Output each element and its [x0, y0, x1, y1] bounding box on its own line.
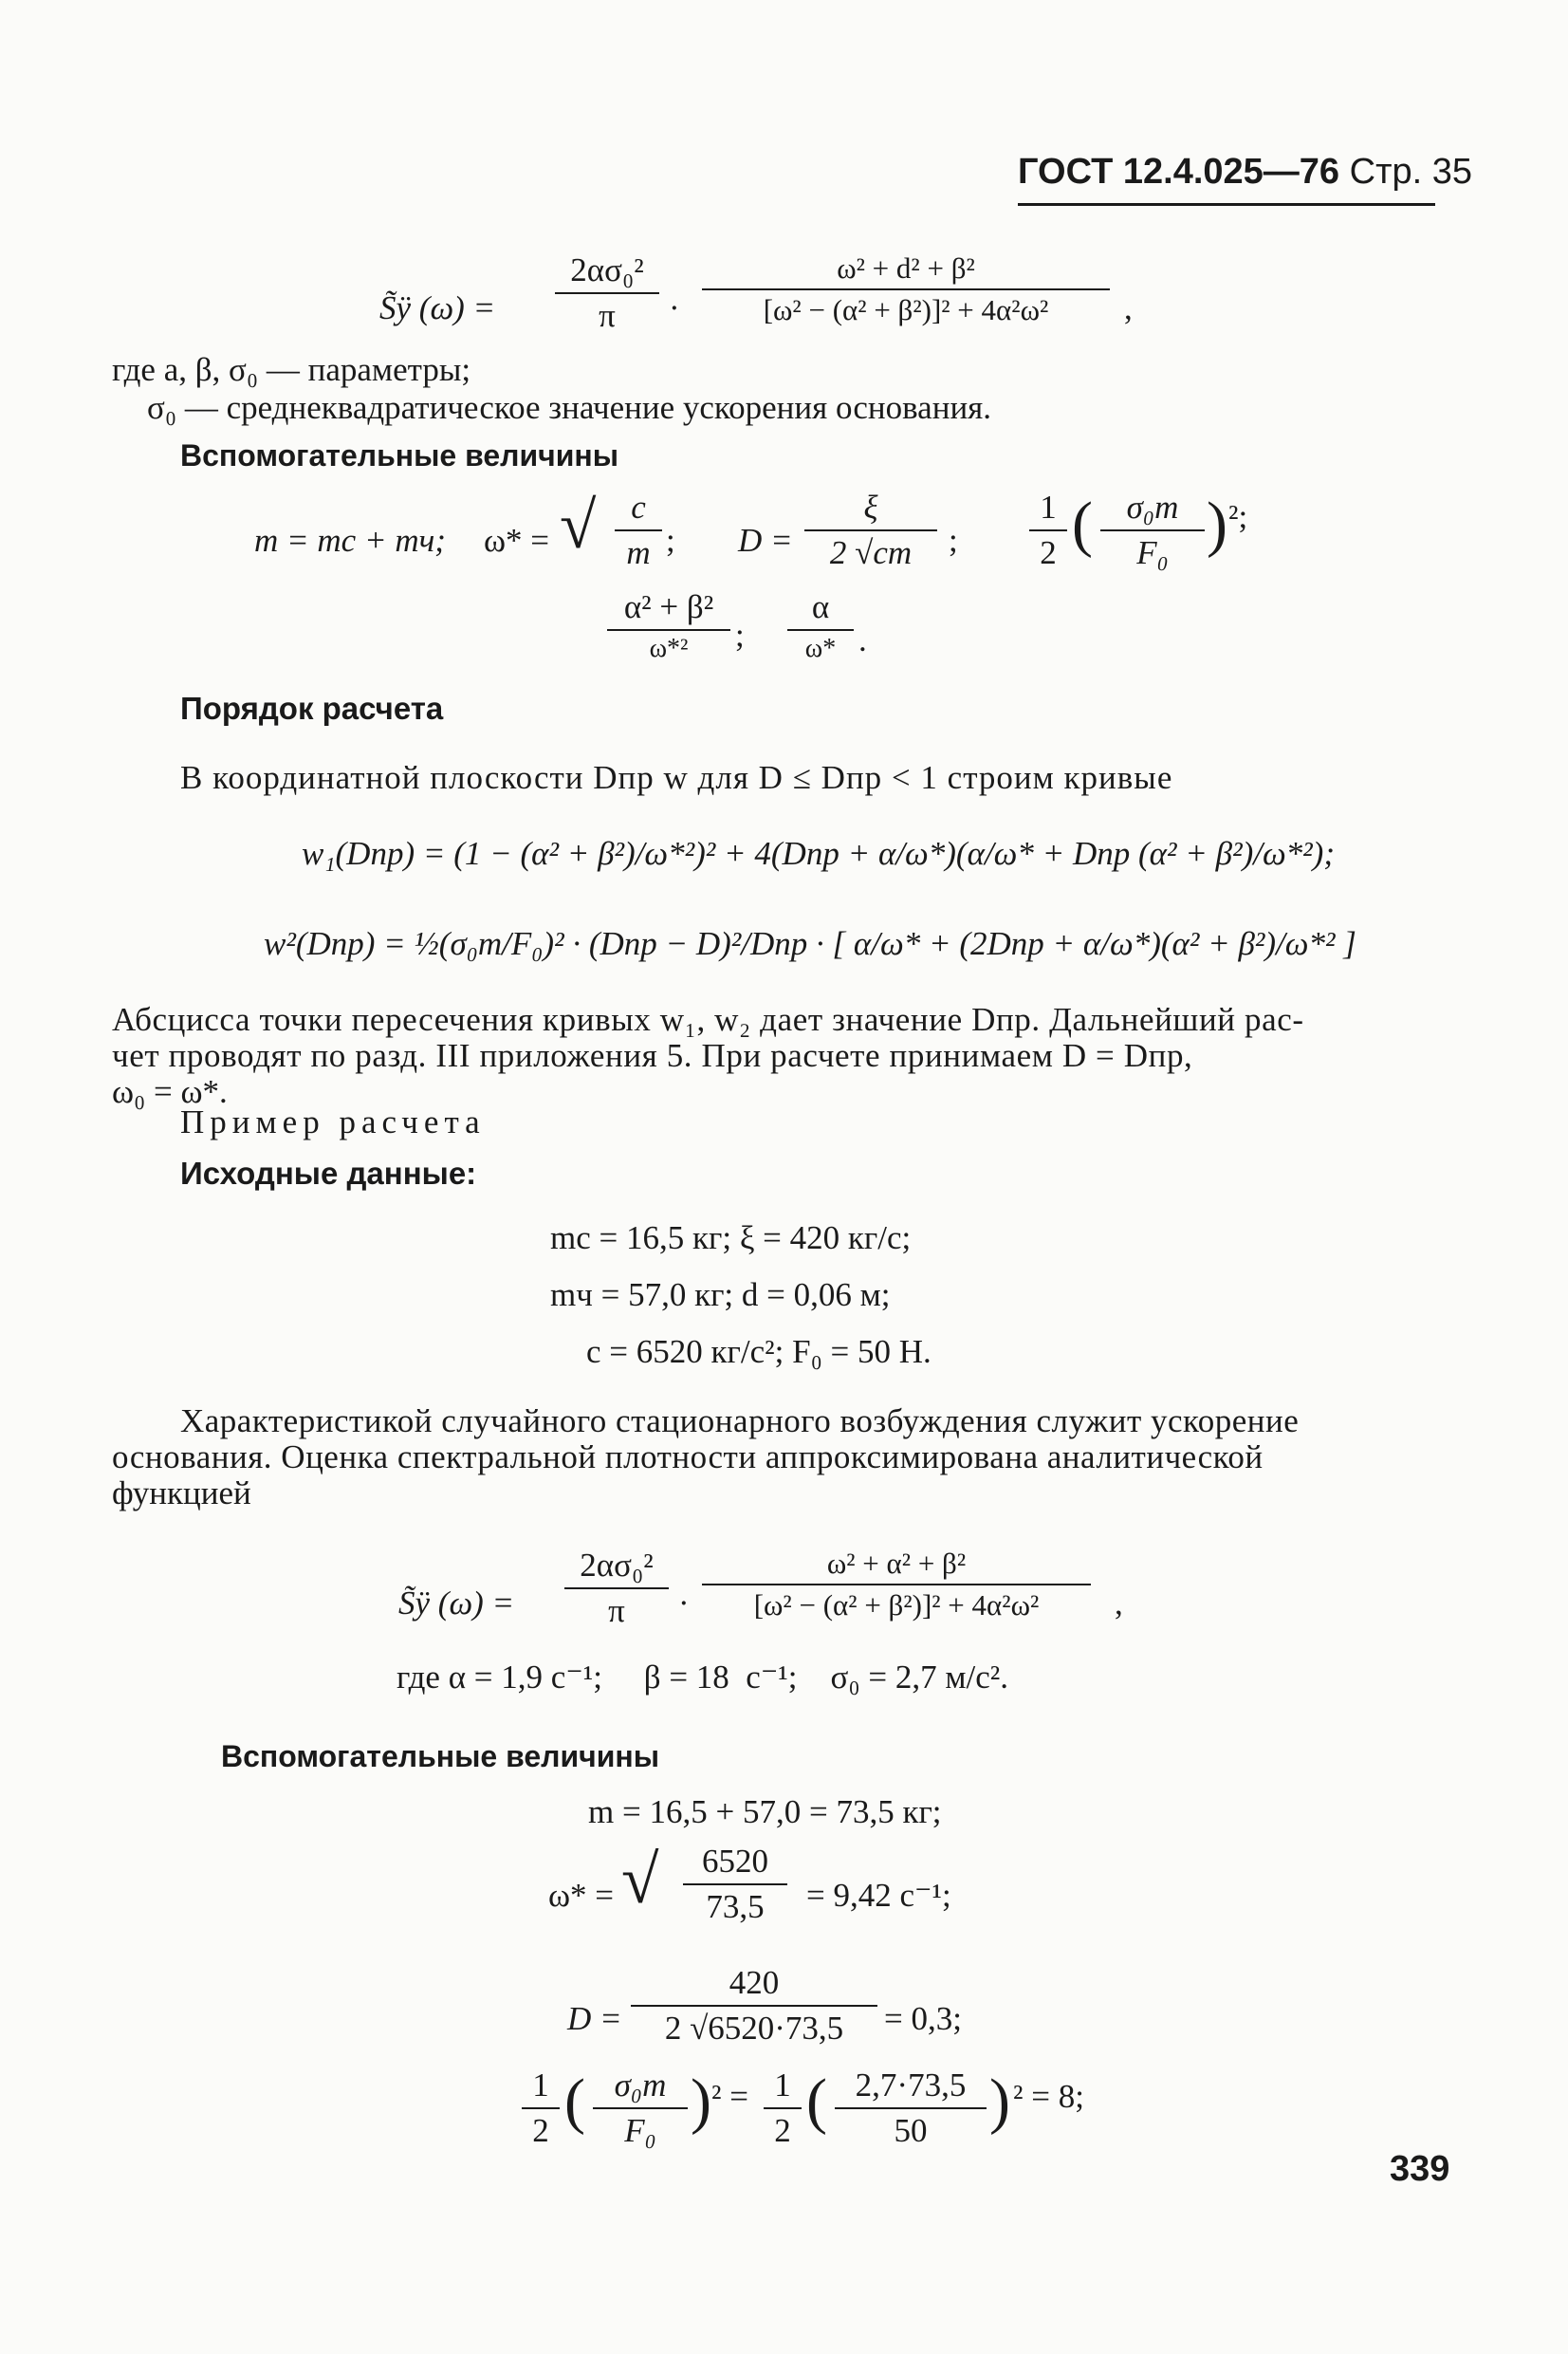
w1-formula: w₁(Dпр) = (1 − (α² + β²)/ω*²)² + 4(Dпр + α/ω*)(α/ω* + Dпр (α² + β²)/ω*²);: [302, 835, 1335, 872]
D-calc-num: 420: [729, 1964, 780, 2001]
ab-tail: ;: [735, 617, 745, 654]
sqrt-sign: √: [560, 490, 597, 563]
half-calc-fraction: [522, 2067, 560, 2150]
left-paren: (: [564, 2067, 585, 2136]
a-den: ω*: [804, 634, 837, 663]
a-num: α: [811, 588, 830, 625]
formula2-fraction-2: [702, 1547, 1091, 1622]
aux-heading-2: Вспомогательные величины: [221, 1739, 660, 1773]
fraction-bar: [702, 288, 1110, 290]
fraction-bar: [607, 629, 730, 631]
D-den: 2 √cm: [829, 534, 913, 571]
input-line-2: mч = 57,0 кг; d = 0,06 м;: [550, 1276, 891, 1313]
fraction-bar: [593, 2107, 688, 2109]
a-tail: .: [858, 621, 867, 658]
excitation-line-2: основания. Оценка спектральной плотности аппроксимирована аналитической: [112, 1438, 1264, 1475]
fraction-bar: [1029, 529, 1067, 531]
right-paren: ): [1207, 490, 1227, 559]
sigma-den: F₀: [1136, 534, 1169, 571]
fraction-bar: [555, 292, 659, 294]
procedure-heading: Порядок расчета: [180, 691, 444, 726]
omega-calc-fraction: [683, 1843, 787, 1926]
aux-heading-1: Вспомогательные величины: [180, 438, 619, 473]
formula1-fraction-1: [555, 251, 659, 335]
formula1-dot: ·: [669, 289, 680, 326]
sigma-calc-fraction: [593, 2067, 688, 2150]
sigma-num: σ₀m: [1126, 489, 1179, 526]
fraction-bar: [835, 2107, 987, 2109]
formula2-lhs: S̃ÿ (ω) =: [398, 1585, 515, 1622]
sigma-calc-den: F₀: [624, 2112, 656, 2149]
sigma-calc-result: ² = 8;: [1013, 2078, 1084, 2115]
formula1-lhs: S̃ÿ (ω) =: [379, 289, 496, 326]
half2-calc-num: 1: [774, 2067, 791, 2104]
a-fraction: [787, 588, 854, 664]
f2-numerator: ω² + d² + β²: [837, 251, 975, 285]
D-tail: ;: [949, 522, 958, 559]
ab-num: α² + β²: [623, 588, 714, 625]
excitation-line-3: функцией: [112, 1474, 251, 1511]
D-calc-fraction: [631, 1964, 877, 2048]
f1-denominator: π: [608, 1592, 625, 1629]
f1-denominator: π: [599, 297, 616, 334]
ab-den: ω*²: [649, 634, 689, 663]
omega-den: m: [626, 534, 651, 571]
fraction-bar: [702, 1584, 1091, 1585]
half-calc-den: 2: [532, 2112, 549, 2149]
fraction-bar: [1100, 529, 1205, 531]
D-calc-lhs: D =: [567, 2000, 622, 2037]
f1-numerator: 2ασ₀²: [570, 251, 644, 288]
sigma-fraction: [1100, 489, 1205, 572]
formula2-dot: ·: [678, 1585, 690, 1622]
half-fraction: [1029, 489, 1067, 572]
m-calculation: m = 16,5 + 57,0 = 73,5 кг;: [588, 1793, 942, 1830]
input-data-heading: Исходные данные:: [180, 1156, 477, 1191]
value-calc-num: 2,7·73,5: [855, 2067, 967, 2104]
f2-denominator: [ω² − (α² + β²)]² + 4α²ω²: [763, 293, 1049, 326]
sigma-calc-num: σ₀m: [614, 2067, 667, 2104]
fraction-bar: [631, 2005, 877, 2007]
sqrt-sign: √: [621, 1842, 659, 1918]
fraction-bar: [764, 2107, 802, 2109]
omega-star-fraction: [615, 489, 662, 572]
f2-numerator: ω² + α² + β²: [826, 1547, 967, 1580]
formula2-tail: ,: [1115, 1585, 1123, 1622]
fraction-bar: [522, 2107, 560, 2109]
page-label: Стр. 35: [1349, 152, 1472, 192]
formula2-fraction-1: [564, 1547, 669, 1630]
formula1-tail: ,: [1124, 289, 1133, 326]
omega-num: c: [631, 489, 646, 526]
fraction-bar: [787, 629, 854, 631]
left-paren: (: [806, 2067, 827, 2136]
fraction-bar: [804, 529, 937, 531]
half2-calc-fraction: [764, 2067, 802, 2150]
procedure-para-1: Абсцисса точки пересечения кривых w₁, w₂ дает значение Dпр. Дальнейший рас-: [112, 1001, 1304, 1038]
header-rule: [1018, 203, 1435, 206]
left-paren: (: [1072, 490, 1093, 559]
input-line-1: mс = 16,5 кг; ξ = 420 кг/с;: [550, 1219, 912, 1256]
D-num: ξ: [863, 489, 878, 526]
formula2-where: где α = 1,9 с⁻¹; β = 18 с⁻¹; σ₀ = 2,7 м/с².: [397, 1659, 1008, 1696]
fraction-bar: [564, 1587, 669, 1589]
half-den: 2: [1040, 534, 1057, 571]
formula1-fraction-2: [702, 251, 1110, 327]
right-paren: ): [691, 2067, 711, 2136]
procedure-intro: В координатной плоскости Dпр w для D ≤ Dпр < 1 строим кривые: [180, 759, 1173, 796]
params-line-1: где a, β, σ₀ — параметры;: [112, 351, 471, 388]
omega-calc-result: = 9,42 с⁻¹;: [806, 1877, 951, 1914]
omega-calc-num: 6520: [702, 1843, 768, 1880]
f2-denominator: [ω² − (α² + β²)]² + 4α²ω²: [753, 1588, 1040, 1622]
right-paren: ): [989, 2067, 1010, 2136]
params-line-2: σ₀ — среднеквадратическое значение ускорения основания.: [147, 389, 992, 426]
sigma-calc-eq: ² =: [711, 2078, 748, 2115]
page-number: 339: [1390, 2149, 1450, 2189]
omega-tail: ;: [666, 522, 675, 559]
excitation-line-1: Характеристикой случайного стационарного возбуждения служит ускорение: [180, 1402, 1300, 1439]
running-header: [1018, 152, 1472, 193]
fraction-bar: [615, 529, 662, 531]
half-num: 1: [1040, 489, 1057, 526]
value-calc-den: 50: [894, 2112, 928, 2149]
ab-fraction: [607, 588, 730, 664]
value-calc-fraction: [835, 2067, 987, 2150]
example-heading: Пример расчета: [180, 1103, 486, 1140]
fraction-bar: [683, 1883, 787, 1885]
D-calc-den: 2 √6520·73,5: [664, 2010, 844, 2047]
omega-calc-den: 73,5: [706, 1888, 765, 1925]
D-fraction: [804, 489, 937, 572]
sigma-tail: ²;: [1228, 498, 1248, 535]
D-lhs: D =: [738, 522, 793, 559]
input-line-3: c = 6520 кг/с²; F₀ = 50 Н.: [586, 1333, 932, 1370]
m-definition: m = mс + mч;: [254, 522, 446, 559]
half2-calc-den: 2: [774, 2112, 791, 2149]
standard-code: ГОСТ 12.4.025—76: [1018, 152, 1340, 192]
procedure-para-2: чет проводят по разд. III приложения 5. При расчете принимаем D = Dпр,: [112, 1037, 1193, 1074]
omega-calc-lhs: ω* =: [548, 1877, 615, 1914]
half-calc-num: 1: [532, 2067, 549, 2104]
D-calc-result: = 0,3;: [884, 2000, 962, 2037]
f1-numerator: 2ασ₀²: [580, 1547, 654, 1584]
omega-star-lhs: ω* =: [484, 522, 550, 559]
procedure-para-3: ω₀ = ω*.: [112, 1073, 228, 1110]
w2-formula: w²(Dпр) = ½(σ₀m/F₀)² · (Dпр − D)²/Dпр · [ α/ω* + (2Dпр + α/ω*)(α² + β²)/ω*² ]: [264, 925, 1356, 962]
